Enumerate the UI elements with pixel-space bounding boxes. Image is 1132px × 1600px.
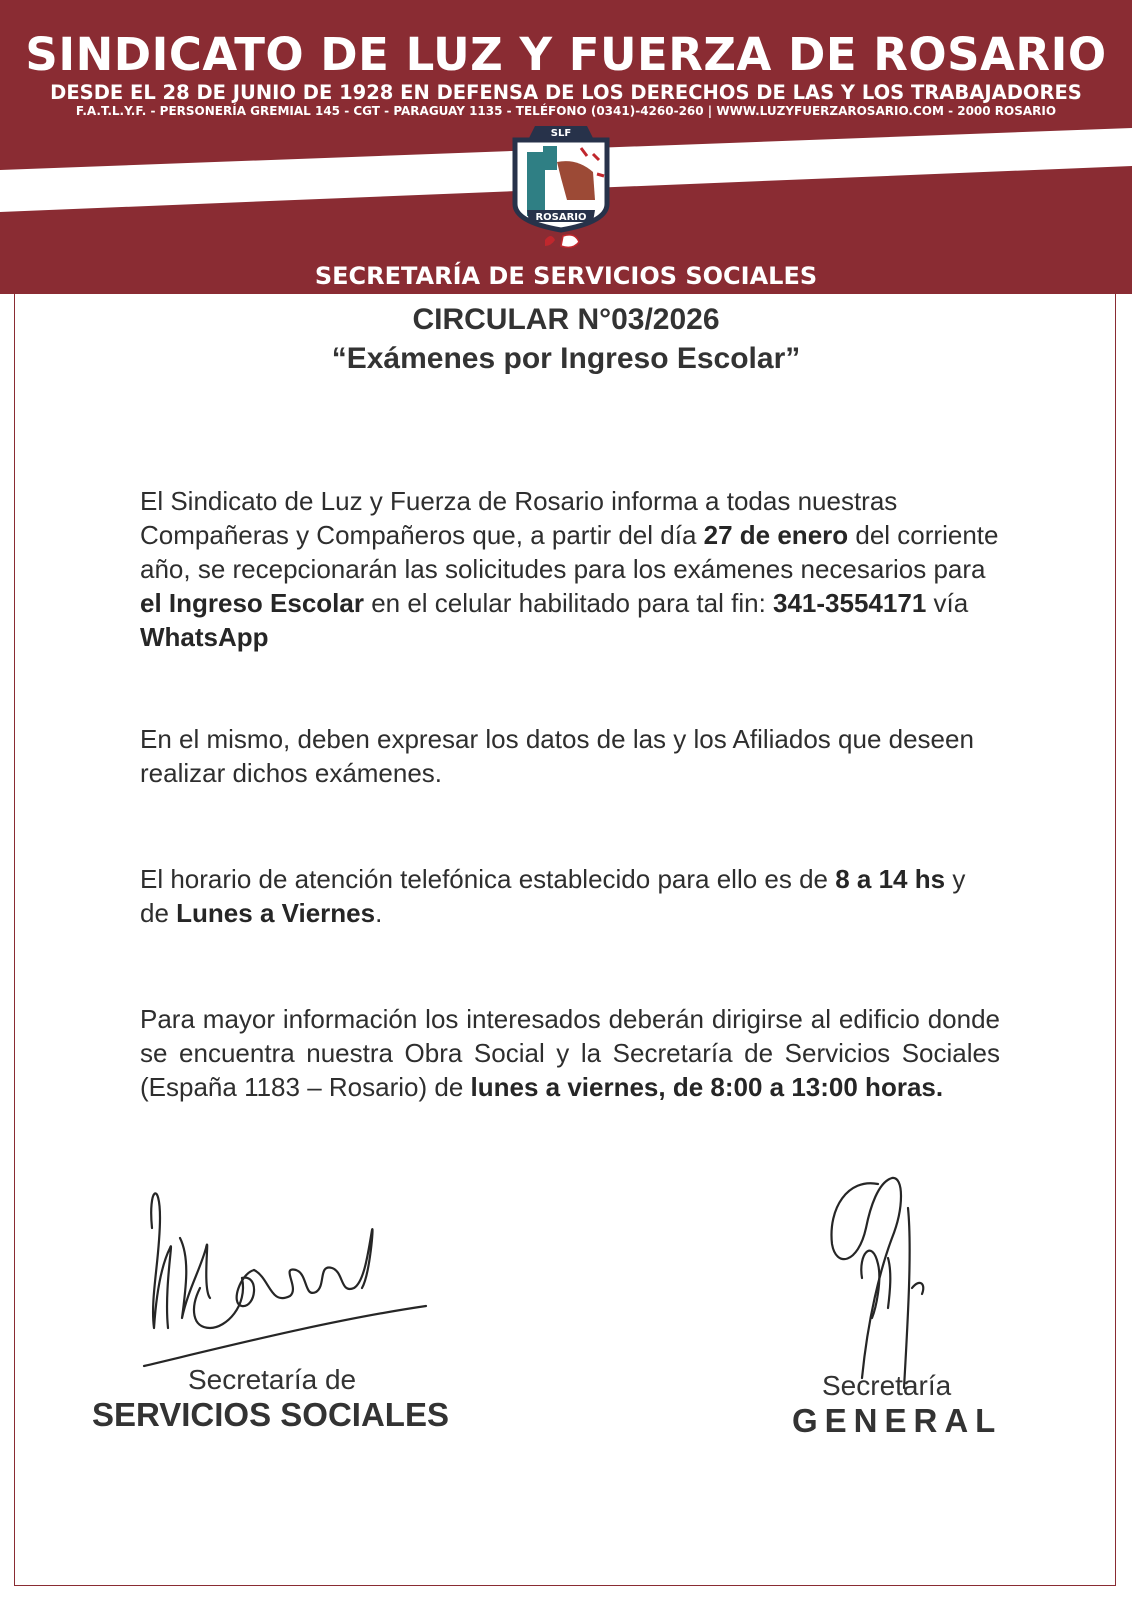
union-logo-icon [507, 118, 615, 258]
circular-number: CIRCULAR N°03/2026 [412, 303, 720, 336]
signature-left [130, 1178, 450, 1378]
paragraph-intro: El Sindicato de Luz y Fuerza de Rosario informa a todas nuestras Compañeras y Compañeros que, a partir del día 27 de enero del corriente año, se recepcionarán las solicitudes para los exámenes necesarios para el Ingreso Escolar en el celular habilitado para tal fin: 341-3554171 vía WhatsApp [140, 486, 999, 652]
signature-right-department: GENERAL [792, 1402, 1003, 1439]
organization-name: SINDICATO DE LUZ Y FUERZA DE ROSARIO [25, 28, 1107, 81]
organization-contact: F.A.T.L.Y.F. - PERSONERÍA GREMIAL 145 - CGT - PARAGUAY 1135 - TELÉFONO (0341)-4260-260 | WWW.LUZYFUERZAROSARIO.COM - 2000 ROSARIO [75, 104, 1057, 118]
letterhead [0, 0, 1132, 294]
signature-left-title: Secretaría de [188, 1364, 357, 1395]
organization-motto: DESDE EL 28 DE JUNIO DE 1928 EN DEFENSA DE LOS DERECHOS DE LAS Y LOS TRABAJADORES [50, 81, 1082, 104]
signature-right [808, 1168, 948, 1398]
circular-title: “Exámenes por Ingreso Escolar” [331, 342, 801, 375]
logo-bottom-text: ROSARIO [535, 212, 587, 223]
logo-top-text: SLF [550, 128, 572, 139]
paragraph-hours: El horario de atención telefónica establecido para ello es de 8 a 14 hs y de Lunes a Viernes. [140, 864, 966, 928]
secretariat-heading: SECRETARÍA DE SERVICIOS SOCIALES [314, 262, 818, 290]
paragraph-more-info: Para mayor información los interesados deberán dirigirse al edificio donde se encuentra nuestra Obra Social y la Secretaría de Servicios Sociales (España 1183 – Rosario) de lunes a viernes, de 8:00 a 13:00 horas. [140, 1004, 1000, 1102]
signature-left-department: SERVICIOS SOCIALES [92, 1396, 449, 1433]
paragraph-requirements: En el mismo, deben expresar los datos de las y los Afiliados que deseen realizar dichos exámenes. [140, 724, 974, 788]
signature-right-title: Secretaría [822, 1370, 952, 1401]
